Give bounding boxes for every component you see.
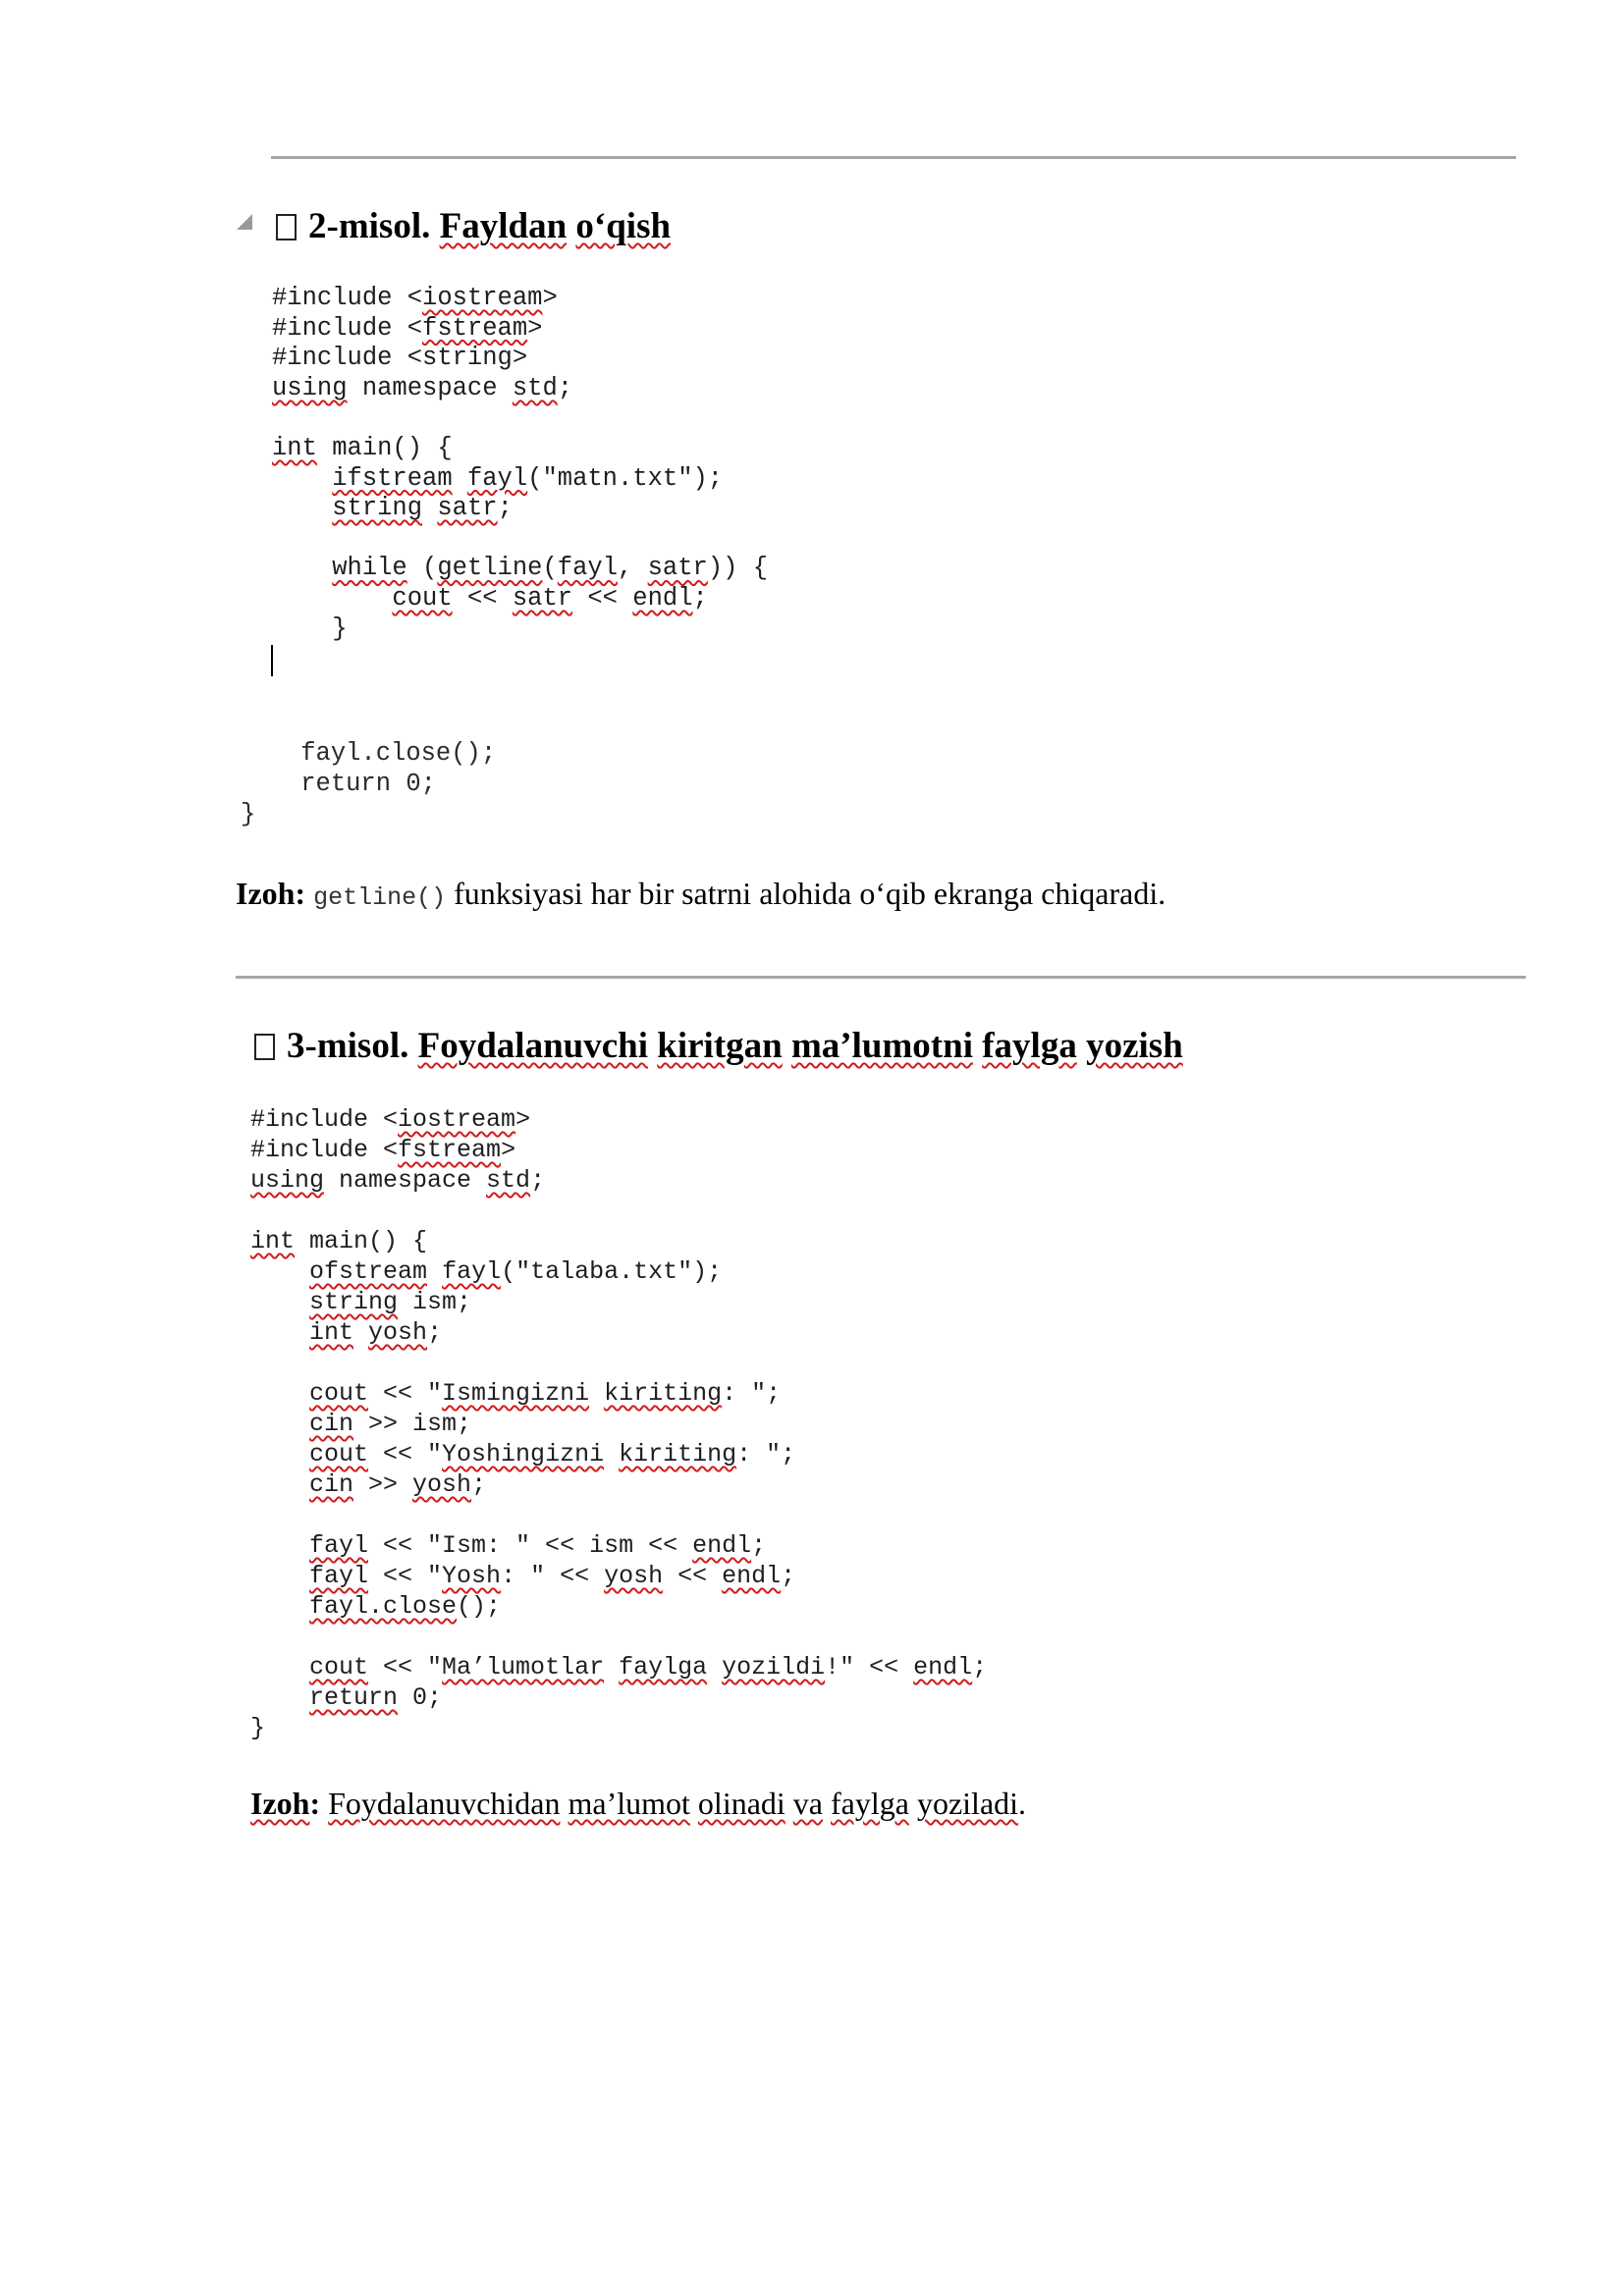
spellcheck-token: cout [309, 1440, 369, 1468]
code-token: , [618, 554, 648, 583]
code-token [427, 1257, 442, 1286]
code-line [250, 1348, 987, 1378]
code-token [250, 1410, 309, 1438]
code-token: > [515, 1105, 531, 1134]
code-token: << " [368, 1562, 443, 1590]
code-token [422, 494, 437, 522]
code-line [272, 403, 768, 434]
code-line [272, 314, 768, 345]
code-token: << " [368, 1440, 443, 1468]
spellcheck-token: cout [309, 1379, 369, 1408]
code-line [272, 434, 768, 464]
code-token [250, 1257, 309, 1286]
code-token [250, 1562, 309, 1590]
code-line [250, 1256, 987, 1287]
checkbox-icon [254, 1034, 275, 1060]
collapse-triangle-icon[interactable] [237, 214, 252, 230]
code-token: > [542, 284, 558, 312]
code-token: #include < [250, 1105, 399, 1134]
code-token [353, 1318, 368, 1347]
code-token: } [250, 1714, 266, 1742]
code-token: ; [751, 1531, 767, 1560]
spellcheck-token: iostream [422, 284, 543, 312]
code-token [453, 464, 467, 493]
code-token: : "; [722, 1379, 782, 1408]
code-token: #include < [250, 1136, 399, 1164]
spellcheck-token: while [332, 554, 407, 583]
spellcheck-token: fayl [557, 554, 618, 583]
spellcheck-token: int [272, 433, 317, 462]
spellcheck-token: yosh [412, 1470, 472, 1499]
code-line [272, 614, 768, 645]
note-word: olinadi [697, 1786, 785, 1821]
code-token [250, 1683, 309, 1712]
code-token: ( [542, 554, 558, 583]
note-word: va [792, 1786, 823, 1821]
note-word: yoziladi [916, 1786, 1019, 1821]
code-token: #include < [272, 284, 423, 312]
spellcheck-token: using [272, 373, 348, 402]
code-token: >> ism; [353, 1410, 472, 1438]
code-line [241, 770, 496, 800]
section3-title-word: Foydalanuvchi [417, 1026, 649, 1066]
code-token: << [572, 583, 633, 613]
code-token [250, 1440, 309, 1468]
middle-divider [236, 976, 1526, 979]
code-token: ; [497, 494, 513, 523]
code-line [250, 1500, 987, 1530]
code-token: >> [353, 1470, 413, 1499]
code-line [250, 1409, 987, 1439]
spellcheck-token: endl [913, 1653, 973, 1682]
code-token: namespace [324, 1166, 487, 1195]
code-line [241, 739, 496, 770]
spellcheck-token: faylga [619, 1653, 708, 1682]
spellcheck-token: cout [309, 1653, 369, 1682]
code-line [250, 1713, 987, 1743]
code-line [250, 1226, 987, 1256]
section2-note [236, 874, 1165, 918]
code-token: << [663, 1562, 723, 1590]
spellcheck-token: fayl [309, 1531, 369, 1560]
code-token: > [527, 313, 543, 343]
code-token: ; [557, 373, 573, 402]
spellcheck-token: fstream [398, 1136, 502, 1164]
code-line [250, 1287, 987, 1317]
section3-note: Izoh: Foydalanuvchidan ma’lumot olinadi va faylga yoziladi. [250, 1786, 1027, 1821]
code-token: ; [427, 1318, 443, 1347]
note-text: funksiyasi har bir satrni alohida o‘qib ekranga chiqaradi. [446, 876, 1166, 911]
code-line [272, 494, 768, 524]
spellcheck-token: getline [437, 554, 543, 583]
code-token: << "Ism: " << ism << [368, 1531, 693, 1560]
spellcheck-token: fayl [442, 1257, 502, 1286]
code-line [250, 1439, 987, 1469]
code-line [250, 1561, 987, 1591]
code-token [250, 1531, 309, 1560]
spellcheck-token: fayl [466, 463, 528, 493]
spellcheck-token: kiriting [604, 1379, 723, 1408]
code-token: )) { [707, 554, 769, 583]
spellcheck-token: Ma’lumotlar [442, 1653, 605, 1682]
code-line [250, 1378, 987, 1409]
code-token [272, 554, 332, 582]
note-word: faylga [831, 1786, 909, 1821]
code-token: } [241, 799, 256, 828]
spellcheck-token: yosh [604, 1562, 664, 1590]
code-token [250, 1592, 309, 1621]
code-line [250, 1196, 987, 1226]
spellcheck-token: kiriting [619, 1440, 737, 1468]
code-token: ism; [398, 1288, 472, 1316]
code-token [250, 1653, 309, 1682]
code-token: return 0; [241, 769, 436, 798]
code-token [272, 584, 392, 613]
note-label: Izoh [250, 1786, 310, 1821]
code-token: main() { [295, 1227, 428, 1255]
spellcheck-token: iostream [398, 1105, 516, 1134]
spellcheck-token: string [332, 494, 423, 523]
code-token [604, 1440, 619, 1468]
code-token: << " [368, 1379, 443, 1408]
code-token [272, 464, 332, 493]
note-word: ma’lumot [568, 1786, 690, 1821]
spellcheck-token: ifstream [332, 463, 453, 493]
code-token: ; [692, 583, 708, 613]
code-line [272, 584, 768, 614]
spellcheck-token: fayl [309, 1562, 369, 1590]
section2-code-block [272, 284, 768, 644]
code-line [250, 1682, 987, 1713]
spellcheck-token: Ismingizni [442, 1379, 590, 1408]
spellcheck-token: int [250, 1227, 296, 1255]
code-token: (); [457, 1592, 502, 1621]
code-line [250, 1165, 987, 1196]
spellcheck-token: Yoshingizni [442, 1440, 605, 1468]
code-token: ( [406, 554, 438, 583]
code-token: ; [471, 1470, 487, 1499]
section2-code-block-tail [241, 739, 496, 829]
text-cursor [271, 645, 273, 676]
section3-number: 3-misol. [287, 1026, 409, 1066]
code-token: ; [530, 1166, 546, 1195]
code-line [250, 1652, 987, 1682]
code-line [250, 1530, 987, 1561]
code-token: !" << [825, 1653, 914, 1682]
spellcheck-token: return [309, 1683, 399, 1712]
code-token: : " << [501, 1562, 605, 1590]
code-token [707, 1653, 722, 1682]
spellcheck-token: satr [512, 583, 573, 613]
spellcheck-token: fstream [422, 313, 528, 343]
code-token: 0; [398, 1683, 443, 1712]
code-token: #include < [272, 313, 423, 343]
code-token [250, 1288, 309, 1316]
code-token [589, 1379, 604, 1408]
spellcheck-token: satr [437, 494, 498, 523]
code-token: fayl.close(); [241, 739, 497, 768]
code-token [250, 1318, 309, 1347]
code-line [250, 1622, 987, 1652]
code-line [272, 554, 768, 584]
note-label: Izoh: [236, 876, 306, 911]
spellcheck-token: std [512, 373, 558, 402]
spellcheck-token: cout [392, 583, 453, 613]
code-token: #include <string> [272, 344, 528, 373]
code-token [250, 1379, 309, 1408]
section3-title-word: yozish [1086, 1026, 1183, 1066]
code-token: ; [781, 1562, 796, 1590]
section2-title-word: o‘qish [575, 206, 672, 246]
code-token: ("talaba.txt"); [501, 1257, 723, 1286]
code-line [272, 464, 768, 495]
section3-code-block [250, 1104, 987, 1743]
code-token [272, 494, 332, 522]
top-divider [271, 156, 1516, 159]
code-line [250, 1317, 987, 1348]
code-line [250, 1591, 987, 1622]
spellcheck-token: int [309, 1318, 354, 1347]
section2-title-word: Fayldan [439, 206, 568, 246]
code-line [272, 524, 768, 555]
section2-heading [276, 205, 671, 248]
code-token [250, 1470, 309, 1499]
spellcheck-token: ofstream [309, 1257, 428, 1286]
spellcheck-token: std [486, 1166, 531, 1195]
spellcheck-token: endl [722, 1562, 782, 1590]
code-line [272, 374, 768, 404]
code-line [241, 800, 496, 830]
code-line [272, 344, 768, 374]
section2-number: 2-misol. [308, 206, 431, 246]
spellcheck-token: Yosh [442, 1562, 502, 1590]
code-token: namespace [347, 373, 513, 402]
code-token: ("matn.txt"); [527, 463, 724, 493]
code-token: > [501, 1136, 516, 1164]
spellcheck-token: endl [632, 583, 693, 613]
code-line [250, 1104, 987, 1135]
spellcheck-token: yosh [368, 1318, 428, 1347]
note-code: getline() [313, 883, 447, 912]
code-line [272, 284, 768, 314]
code-token: } [272, 614, 348, 643]
code-token [604, 1653, 619, 1682]
code-line [250, 1135, 987, 1165]
spellcheck-token: endl [692, 1531, 752, 1560]
code-token: << " [368, 1653, 443, 1682]
spellcheck-token: using [250, 1166, 325, 1195]
spellcheck-token: satr [647, 554, 708, 583]
code-token: << [452, 583, 513, 613]
spellcheck-token: string [309, 1288, 399, 1316]
section3-title-word: ma’lumotni [790, 1026, 973, 1066]
section3-heading [254, 1025, 1183, 1068]
code-token: ; [972, 1653, 988, 1682]
code-token: : "; [736, 1440, 796, 1468]
spellcheck-token: cin [309, 1470, 354, 1499]
code-line [250, 1469, 987, 1500]
note-word: Foydalanuvchidan [328, 1786, 561, 1821]
section3-title-word: faylga [982, 1026, 1077, 1066]
code-token: main() { [316, 433, 453, 462]
spellcheck-token: cin [309, 1410, 354, 1438]
spellcheck-token: yozildi [722, 1653, 826, 1682]
checkbox-icon [276, 214, 297, 240]
section3-title-word: kiritgan [657, 1026, 783, 1066]
spellcheck-token: fayl.close [309, 1592, 458, 1621]
